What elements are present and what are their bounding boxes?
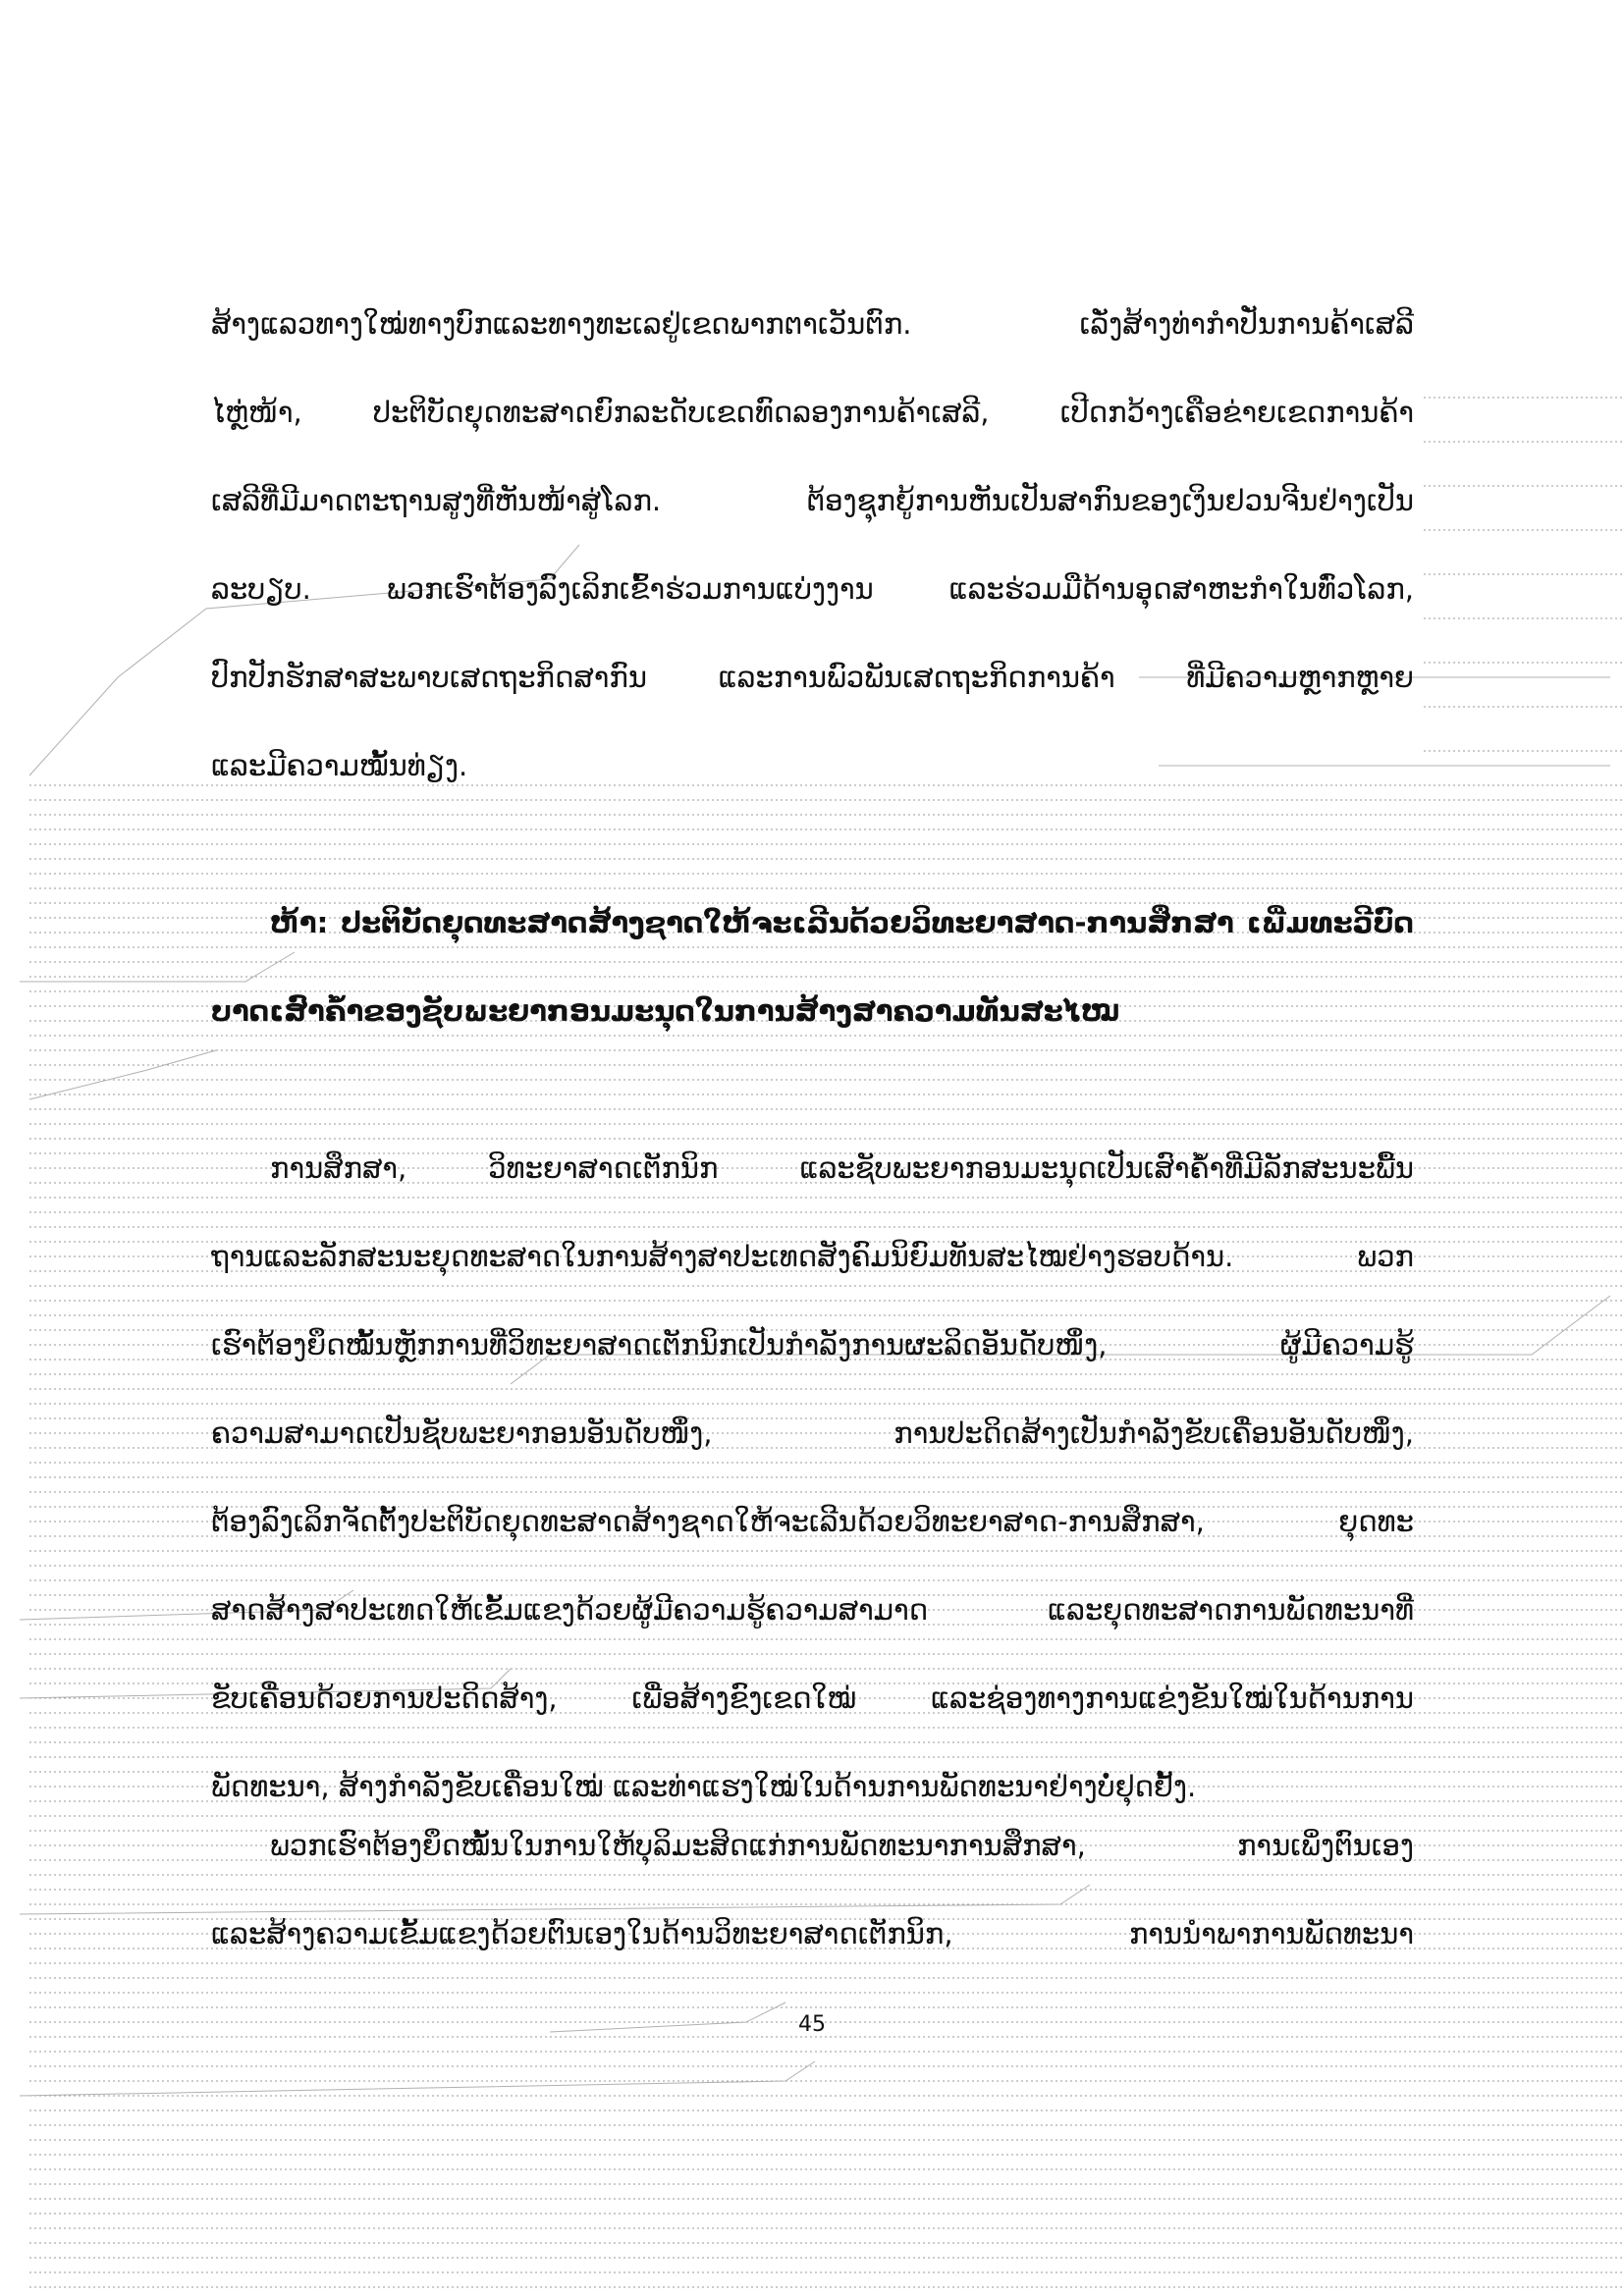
text-line: ເຮົາຕ້ອງຍຶດໝັ້ນຫຼັກການທີ່ວິທະຍາສາດເຕັກນິກເປັນກຳລັງການຜະລິດອັນດັບໜຶ່ງ, ຜູ້ມີຄວາມຮູ້ [211,1328,1414,1362]
text-line: ເສລີທີ່ມີມາດຕະຖານສູງທີ່ຫັນໜ້າສູ່ໂລກ. ຕ້ອງຊຸກຍູ້ການຫັນເປັນສາກົນຂອງເງິນຢວນຈີນຢ່າງເປັນ [211,484,1414,517]
text-line: ພັດທະນາ, ສ້າງກຳລັງຂັບເຄື່ອນໃໝ່ ແລະທ່າແຮງໃໝ່ໃນດ້ານການພັດທະນາຢ່າງບໍ່ຢຸດຢັ້ງ. [211,1770,1197,1803]
text-line: ພວກເຮົາຕ້ອງຍຶດໝັ້ນໃນການໃຫ້ບຸລິມະສິດແກ່ການພັດທະນາການສຶກສາ, ການເພິ່ງຕົນເອງ [270,1829,1414,1862]
text-line: ລະບຽບ. ພວກເຮົາຕ້ອງລົງເລິກເຂົ້າຮ່ວມການແບ່ງງານ ແລະຮ່ວມມືດ້ານອຸດສາຫະກຳໃນທົ່ວໂລກ, [211,572,1414,606]
text-line: ແລະສ້າງຄວາມເຂັ້ມແຂງດ້ວຍຕົນເອງໃນດ້ານວິທະຍາສາດເຕັກນິກ, ການນຳພາການພັດທະນາ [211,1917,1414,1950]
text-line: ການສຶກສາ, ວິທະຍາສາດເຕັກນິກ ແລະຊັບພະຍາກອນມະນຸດເປັນເສົາຄ້ຳທີ່ມີລັກສະນະພື້ນ [270,1151,1414,1185]
page-number: 45 [798,2012,826,2037]
heading-line: ຫ້າ: ປະຕິບັດຍຸດທະສາດສ້າງຊາດໃຫ້ຈະເລີນດ້ວຍວິທະຍາສາດ-ການສຶກສາ ເພີ່ມທະວີບົດ [270,906,1414,939]
text-line: ຄວາມສາມາດເປັນຊັບພະຍາກອນອັນດັບໜຶ່ງ, ການປະດິດສ້າງເປັນກຳລັງຂັບເຄື່ອນອັນດັບໜຶ່ງ, [211,1416,1414,1450]
text-line: ຕ້ອງລົງເລິກຈັດຕັ້ງປະຕິບັດຍຸດທະສາດສ້າງຊາດໃຫ້ຈະເລີນດ້ວຍວິທະຍາສາດ-ການສຶກສາ, ຍຸດທະ [211,1505,1414,1538]
text-line: ປົກປັກຮັກສາສະພາບເສດຖະກິດສາກົນ ແລະການພົວພັນເສດຖະກິດການຄ້າ ທີ່ມີຄວາມຫຼາກຫຼາຍ [211,661,1414,694]
text-line: ຂັບເຄື່ອນດ້ວຍການປະດິດສ້າງ, ເພື່ອສ້າງຂົງເຂດໃໝ່ ແລະຊ່ອງທາງການແຂ່ງຂັນໃໝ່ໃນດ້ານການ [211,1682,1414,1715]
text-line: ສ້າງແລວທາງໃໝ່ທາງບົກແລະທາງທະເລຢູ່ເຂດພາກຕາເວັນຕົກ. ເລັ່ງສ້າງທ່າກຳປັ່ນການຄ້າເສລີ [211,307,1414,341]
text-line: ຖານແລະລັກສະນະຍຸດທະສາດໃນການສ້າງສາປະເທດສັງຄົມນິຍົມທັນສະໄໝຢ່າງຮອບດ້ານ. ພວກ [211,1240,1414,1273]
heading-line: ບາດເສົາຄ້ຳຂອງຊັບພະຍາກອນມະນຸດໃນການສ້າງສາຄວາມທັນສະໄໝ [211,994,1120,1028]
text-line: ໄຫຼ່ໜ້າ, ປະຕິບັດຍຸດທະສາດຍົກລະດັບເຂດທົດລອງການຄ້າເສລີ, ເປີດກວ້າງເຄືອຂ່າຍເຂດການຄ້າ [211,396,1414,429]
text-line: ແລະມີຄວາມໝັ້ນທ່ຽງ. [211,749,468,782]
text-line: ສາດສ້າງສາປະເທດໃຫ້ເຂັ້ມແຂງດ້ວຍຜູ້ມີຄວາມຮູ້ຄວາມສາມາດ ແລະຍຸດທະສາດການພັດທະນາທີ່ [211,1593,1414,1627]
